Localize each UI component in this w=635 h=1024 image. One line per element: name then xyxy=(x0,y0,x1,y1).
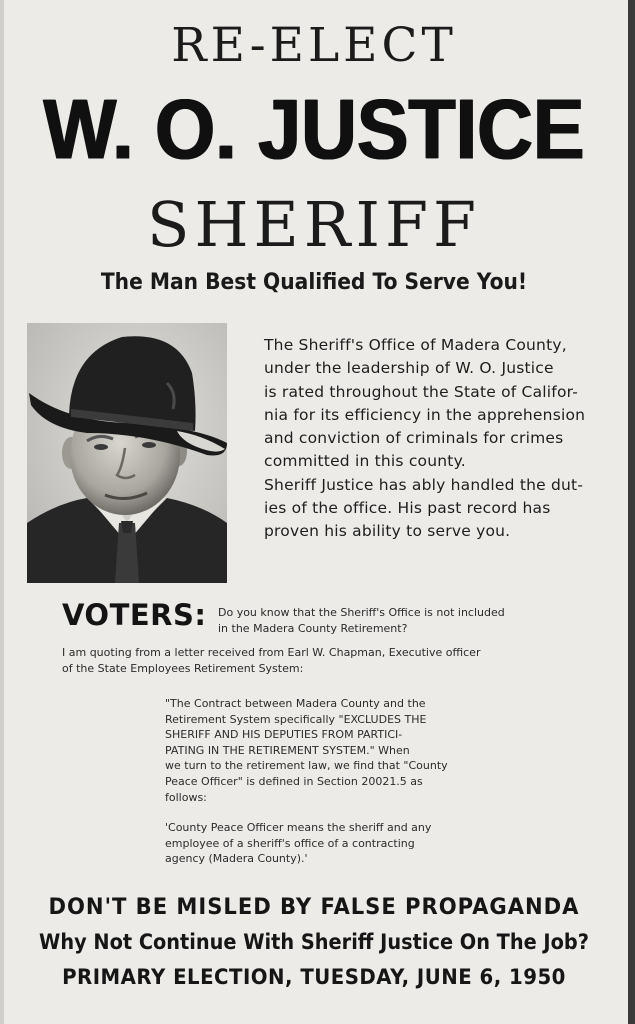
intro-line: committed in this county. xyxy=(264,452,466,471)
quote-paragraph-1 xyxy=(165,696,475,805)
quote-line: follows: xyxy=(165,790,207,804)
intro-line: Sheriff Justice has ably handled the dut- xyxy=(264,475,584,494)
letter-quote xyxy=(165,696,475,882)
intro-text xyxy=(264,334,614,544)
footer-warning: DON'T BE MISLED BY FALSE PROPAGANDA xyxy=(48,895,580,920)
quoting-intro xyxy=(62,645,622,677)
voters-heading: VOTERS: xyxy=(62,598,207,632)
tagline: The Man Best Qualified To Serve You! xyxy=(100,270,528,295)
intro-paragraph-2 xyxy=(264,474,614,544)
scan-edge-left xyxy=(0,0,4,1024)
quoting-line: I am quoting from a letter received from Earl W. Chapman, Executive officer xyxy=(62,646,481,659)
quote-line: employee of a sheriff's office of a contracting xyxy=(165,836,415,850)
intro-line: The Sheriff's Office of Madera County, xyxy=(264,336,567,354)
quote-line: Peace Officer" is defined in Section 20021.5 as xyxy=(165,774,423,788)
quoting-line: of the State Employees Retirement System: xyxy=(62,662,304,675)
quote-line: PATING IN THE RETIREMENT SYSTEM." When xyxy=(165,743,410,757)
heading-reelect: RE-ELECT xyxy=(171,18,457,73)
footer-question: Why Not Continue With Sheriff Justice On The Job? xyxy=(39,930,589,954)
candidate-photo xyxy=(27,323,227,583)
scan-edge-right xyxy=(628,0,635,1024)
quote-line: 'County Peace Officer means the sheriff and any xyxy=(165,821,432,835)
candidate-name: W. O. JUSTICE xyxy=(43,81,585,177)
question-line: Do you know that the Sheriff's Office is not included xyxy=(218,606,505,619)
intro-line: and conviction of criminals for crimes xyxy=(264,429,564,448)
portrait-icon xyxy=(27,323,227,583)
voters-question xyxy=(218,605,608,637)
quote-line: "The Contract between Madera County and the xyxy=(165,697,426,710)
quote-line: Retirement System specifically "EXCLUDES THE xyxy=(165,712,427,726)
quote-line: SHERIFF AND HIS DEPUTIES FROM PARTICI- xyxy=(165,728,403,742)
intro-line: nia for its efficiency in the apprehension xyxy=(264,405,586,424)
intro-line: is rated throughout the State of Califor- xyxy=(264,382,579,401)
footer-election-date: PRIMARY ELECTION, TUESDAY, JUNE 6, 1950 xyxy=(62,965,566,989)
intro-line: ies of the office. His past record has xyxy=(264,499,551,518)
quote-line: we turn to the retirement law, we find that "County xyxy=(165,759,448,773)
intro-paragraph-1 xyxy=(264,334,614,474)
office-title: SHERIFF xyxy=(146,188,481,261)
quote-line: agency (Madera County).' xyxy=(165,852,308,866)
intro-line: under the leadership of W. O. Justice xyxy=(264,359,554,378)
quote-paragraph-2 xyxy=(165,820,475,867)
question-line: in the Madera County Retirement? xyxy=(218,622,408,635)
intro-line: proven his ability to serve you. xyxy=(264,522,511,541)
